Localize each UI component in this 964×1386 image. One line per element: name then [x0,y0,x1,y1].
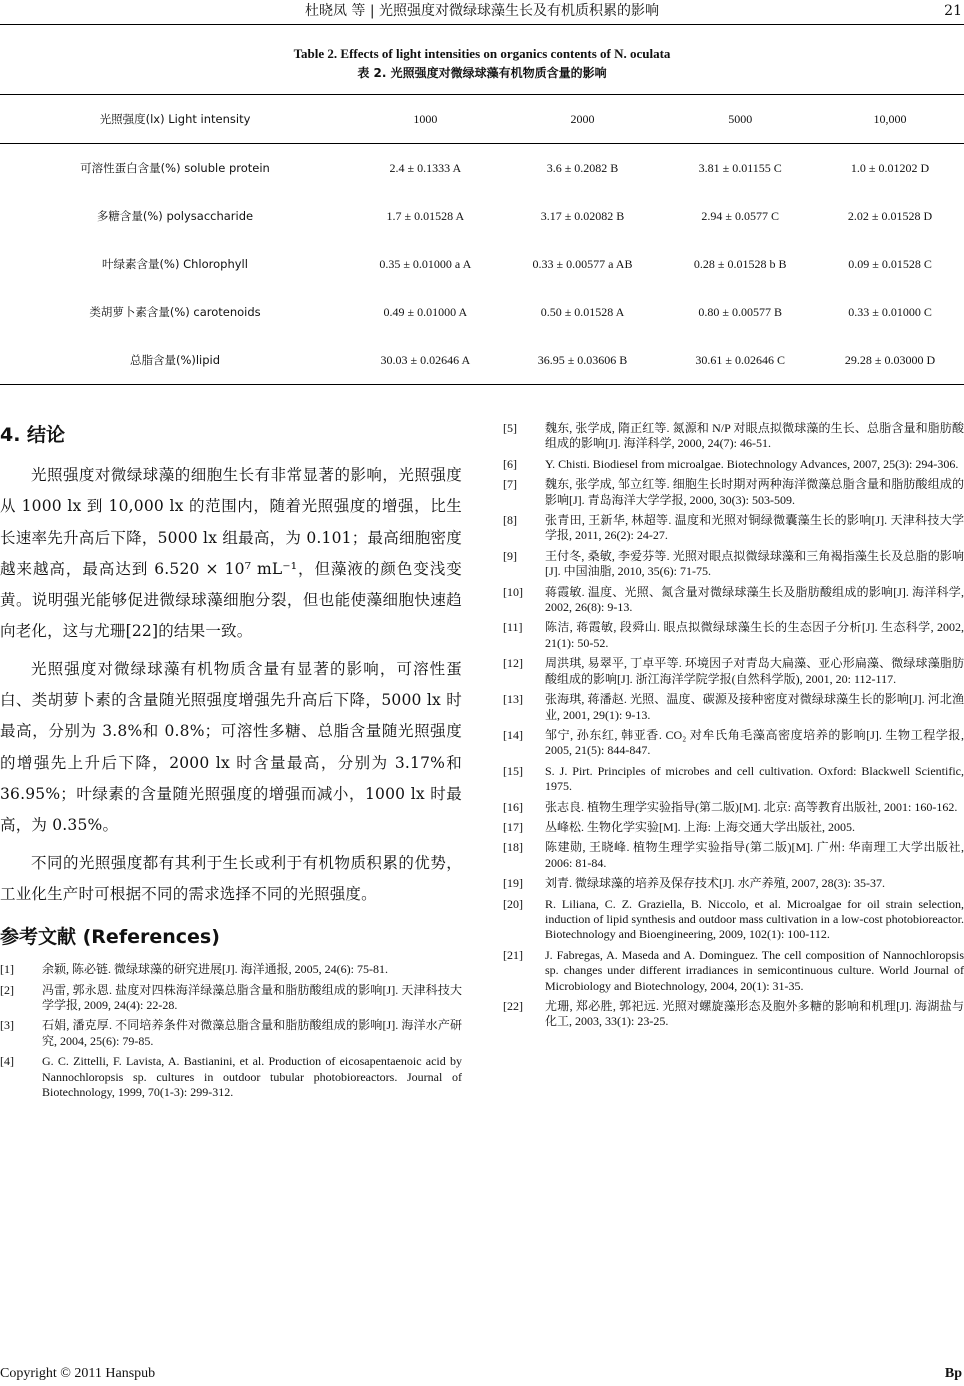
header-rule [0,24,964,25]
reference-item [0,1054,462,1100]
reference-text: 余颖, 陈必链. 微绿球藻的研究进展[J]. 海洋通报, 2005, 24(6): 75-81. [42,962,388,977]
table-cell: 0.80 ± 0.00577 B [698,304,783,319]
reference-number: [6] [503,456,517,471]
reference-number: [19] [503,876,523,891]
column-header: 2000 [501,95,665,144]
reference-text: 石娟, 潘克厚. 不同培养条件对微藻总脂含量和脂肪酸组成的影响[J]. 海洋水产研究, 2004, 25(6): 79-85. [42,1018,462,1048]
reference-text: 蒋霞敏. 温度、光照、氮含量对微绿球藻生长及脂肪酸组成的影响[J]. 海洋科学, 2002, 26(8): 9-13. [545,584,964,615]
reference-text: 丛峰松. 生物化学实验[M]. 上海: 上海交通大学出版社, 2005. [545,819,855,834]
left-column [0,420,462,1105]
conclusion-paragraph: 光照强度对微绿球藻的细胞生长有非常显著的影响，光照强度从 1000 lx 到 10,000 lx 的范围内，随着光照强度的增强，比生长速率先升高后下降，5000 lx 组最高，为 0.101；最高细胞密度越来越高，最高达到 6.520 × 10⁷ mL⁻¹，但藻液的颜色变浅变黄。说明强光能够促进微绿球藻细胞分裂，但也能使藻细胞快速趋向老化，这与尤珊[22]的结果一致。 [0,466,462,641]
reference-text: 张青田, 王新华, 林超等. 温度和光照对铜绿微囊藻生长的影响[J]. 天津科技大学学报, 2011, 26(2): 24-27. [545,513,964,543]
table-header-row [0,95,964,144]
reference-text: G. C. Zittelli, F. Lavista, A. Bastianini, et al. Production of eicosapentaenoic acid by Nannochloropsis sp. cultures in outdoor tubular photobioreactors. Journal of Biotechnology, 1999, 70(1-3): 299-312. [42,1054,462,1099]
reference-item [0,962,462,977]
reference-number: [1] [0,962,14,977]
reference-list-left [0,962,462,1100]
reference-number: [13] [503,692,523,707]
page-header [0,0,964,24]
reference-text: 魏东, 张学成, 隋正红等. 氮源和 N/P 对眼点拟微球藻的生长、总脂含量和脂肪酸组成的影响[J]. 海洋科学, 2000, 24(7): 46-51. [545,421,964,451]
table-row [0,336,964,385]
conclusion-paragraph: 不同的光照强度都有其利于生长或利于有机物质积累的优势，工业化生产时可根据不同的需求选择不同的光照强度。 [0,853,462,903]
reference-number: [11] [503,620,523,635]
table-cell: 0.09 ± 0.01528 C [848,256,932,271]
table-caption-zh: 表 2. 光照强度对微绿球藻有机物质含量的影响 [357,66,607,80]
running-title: 杜晓凤 等 | 光照强度对微绿球藻生长及有机质积累的影响 [304,3,660,19]
column-header: 1000 [350,95,501,144]
journal-abbrev: Bp [944,1366,962,1381]
page-number: 21 [944,3,962,19]
reference-item [503,477,964,508]
organics-table [0,94,964,385]
row-label: 多糖含量(%) polysaccharide [96,209,254,223]
reference-item [503,999,964,1030]
table-cell: 36.95 ± 0.03606 B [501,336,665,385]
reference-item [503,692,964,723]
reference-number: [17] [503,819,523,834]
table-cell: 1.0 ± 0.01202 D [850,160,930,175]
page-footer [0,1366,964,1382]
table-cell: 0.33 ± 0.00577 a AB [532,256,633,271]
reference-item [503,764,964,795]
reference-list-right [503,421,964,1030]
table-cell: 29.28 ± 0.03000 D [816,336,964,385]
reference-text: 尤珊, 郑必胜, 郭祀远. 光照对螺旋藻形态及胞外多糖的影响和机理[J]. 海湖盐与化工, 2003, 33(1): 23-25. [545,999,964,1029]
reference-number: [2] [0,982,14,997]
conclusion-heading: 4. 结论 [0,424,66,446]
reference-number: [22] [503,999,523,1013]
row-label: 类胡萝卜素含量(%) carotenoids [89,305,261,319]
reference-item [503,585,964,616]
reference-number: [7] [503,477,517,492]
table-cell: 0.33 ± 0.01000 C [848,304,932,319]
table-cell: 0.28 ± 0.01528 b B [693,256,787,271]
reference-number: [9] [503,548,517,563]
table-cell: 30.61 ± 0.02646 C [664,336,816,385]
reference-item [503,800,964,815]
reference-item [503,948,964,994]
column-header: 5000 [664,95,816,144]
reference-item [503,840,964,871]
header-label: 光照强度(lx) Light intensity [0,95,350,144]
reference-text: 冯雷, 郭永恩. 盐度对四株海洋绿藻总脂含量和脂肪酸组成的影响[J]. 天津科技大学学报, 2009, 24(4): 22-28. [42,982,462,1012]
table-cell: 0.50 ± 0.01528 A [540,304,625,319]
reference-number: [8] [503,513,517,528]
reference-number: [10] [503,584,523,599]
reference-item [503,876,964,891]
table-cell: 2.4 ± 0.1333 A [389,160,462,175]
row-label: 总脂含量(%)lipid [0,336,350,385]
table-cell: 0.49 ± 0.01000 A [383,304,468,319]
references-heading: 参考文献 (References) [0,926,220,949]
reference-number: [20] [503,896,523,911]
reference-text: S. J. Pirt. Principles of microbes and cell cultivation. Oxford: Blackwell Scientific, 1975. [545,763,964,794]
reference-text: R. Liliana, C. Z. Graziella, B. Niccolo, et al. Microalgae for oil strain selection, induction of lipid synthesis and outdoor mass cultivation in a low-cost photobioreactor. Biotechnology and Bioengineering, 2009, 102(1): 100-112. [545,896,964,942]
reference-item [503,656,964,687]
right-column [503,421,964,1035]
table-cell: 3.6 ± 0.2082 B [546,160,619,175]
reference-text: 魏东, 张学成, 邹立红等. 细胞生长时期对两种海洋微藻总脂含量和脂肪酸组成的影响[J]. 青岛海洋大学学报, 2000, 30(3): 503-509. [545,477,964,507]
reference-item [503,620,964,651]
reference-text: 王付冬, 桑敏, 李爱芬等. 光照对眼点拟微绿球藻和三角褐指藻生长及总脂的影响[J]. 中国油脂, 2010, 35(6): 71-75. [545,548,964,579]
reference-text: 张志良. 植物生理学实验指导(第二版)[M]. 北京: 高等教育出版社, 2001: 160-162. [545,799,958,814]
reference-item [0,1018,462,1049]
reference-item [503,513,964,544]
reference-text: 周洪琪, 易翠平, 丁卓平等. 环境因子对青岛大扁藻、亚心形扁藻、微绿球藻脂肪酸组成的影响[J]. 浙江海洋学院学报(自然科学版), 2001, 20: 112-117. [545,656,964,686]
reference-item [503,549,964,580]
reference-text: Y. Chisti. Biodiesel from microalgae. Biotechnology Advances, 2007, 25(3): 294-306. [545,456,959,471]
table-caption-en: Table 2. Effects of light intensities on organics contents of N. oculata [293,46,671,61]
reference-number: [5] [503,421,517,435]
reference-item [0,983,462,1014]
row-label: 可溶性蛋白含量(%) soluble protein [80,161,270,175]
reference-number: [16] [503,799,523,814]
table-row [0,192,964,240]
table-cell: 2.02 ± 0.01528 D [847,208,933,223]
reference-item [503,820,964,835]
reference-number: [15] [503,763,523,778]
reference-item [503,897,964,943]
reference-number: [18] [503,840,523,855]
column-header: 10,000 [816,95,964,144]
table-cell: 3.17 ± 0.02082 B [540,208,625,223]
reference-number: [14] [503,727,523,742]
reference-text: 邹宁, 孙东红, 韩亚香. CO₂ 对牟氏角毛藻高密度培养的影响[J]. 生物工程学报, 2005, 21(5): 844-847. [545,727,964,758]
reference-number: [3] [0,1018,14,1033]
reference-item [503,457,964,472]
reference-text: J. Fabregas, A. Maseda and A. Dominguez. The cell composition of Nannochloropsis sp. changes under different irradiances in semicontinuous culture. World Journal of Microbiology and Biotechnology, 2004, 20(1): 31-35. [545,947,964,993]
table-cell: 1.7 ± 0.01528 A [386,208,465,223]
reference-text: 张海琪, 蒋潘赵. 光照、温度、碳源及接种密度对微绿球藻生长的影响[J]. 河北渔业, 2001, 29(1): 9-13. [545,692,964,722]
reference-text: 陈建勋, 王晓峰. 植物生理学实验指导(第二版)[M]. 广州: 华南理工大学出版社, 2006: 81-84. [545,840,964,870]
reference-number: [4] [0,1054,14,1069]
table-cell: 3.81 ± 0.01155 C [698,160,782,175]
table-row [0,288,964,336]
row-label: 叶绿素含量(%) Chlorophyll [102,257,248,271]
reference-text: 陈洁, 蒋霞敏, 段舜山. 眼点拟微绿球藻生长的生态因子分析[J]. 生态科学, 2002, 21(1): 50-52. [545,620,964,650]
table-cell: 30.03 ± 0.02646 A [350,336,501,385]
table-cell: 2.94 ± 0.0577 C [701,208,780,223]
reference-item [503,421,964,452]
table-cell: 0.35 ± 0.01000 a A [379,256,472,271]
copyright-text: Copyright © 2011 Hanspub [0,1366,156,1381]
reference-number: [12] [503,656,523,671]
table-row [0,240,964,288]
table-row [0,144,964,193]
reference-number: [21] [503,947,523,962]
conclusion-paragraph: 光照强度对微绿球藻有机物质含量有显著的影响，可溶性蛋白、类胡萝卜素的含量随光照强度增强先升高后下降，5000 lx 时最高，分别为 3.8%和 0.8%；可溶性多糖、总脂含量随光照强度的增强先上升后下降，2000 lx 时含量最高，分别为 3.17%和 36.95%；叶绿素的含量随光照强度的增强而减小，1000 lx 时最高，为 0.35%。 [0,659,462,835]
reference-text: 刘青. 微绿球藻的培养及保存技术[J]. 水产养殖, 2007, 28(3): 35-37. [545,876,885,891]
reference-item [503,728,964,759]
